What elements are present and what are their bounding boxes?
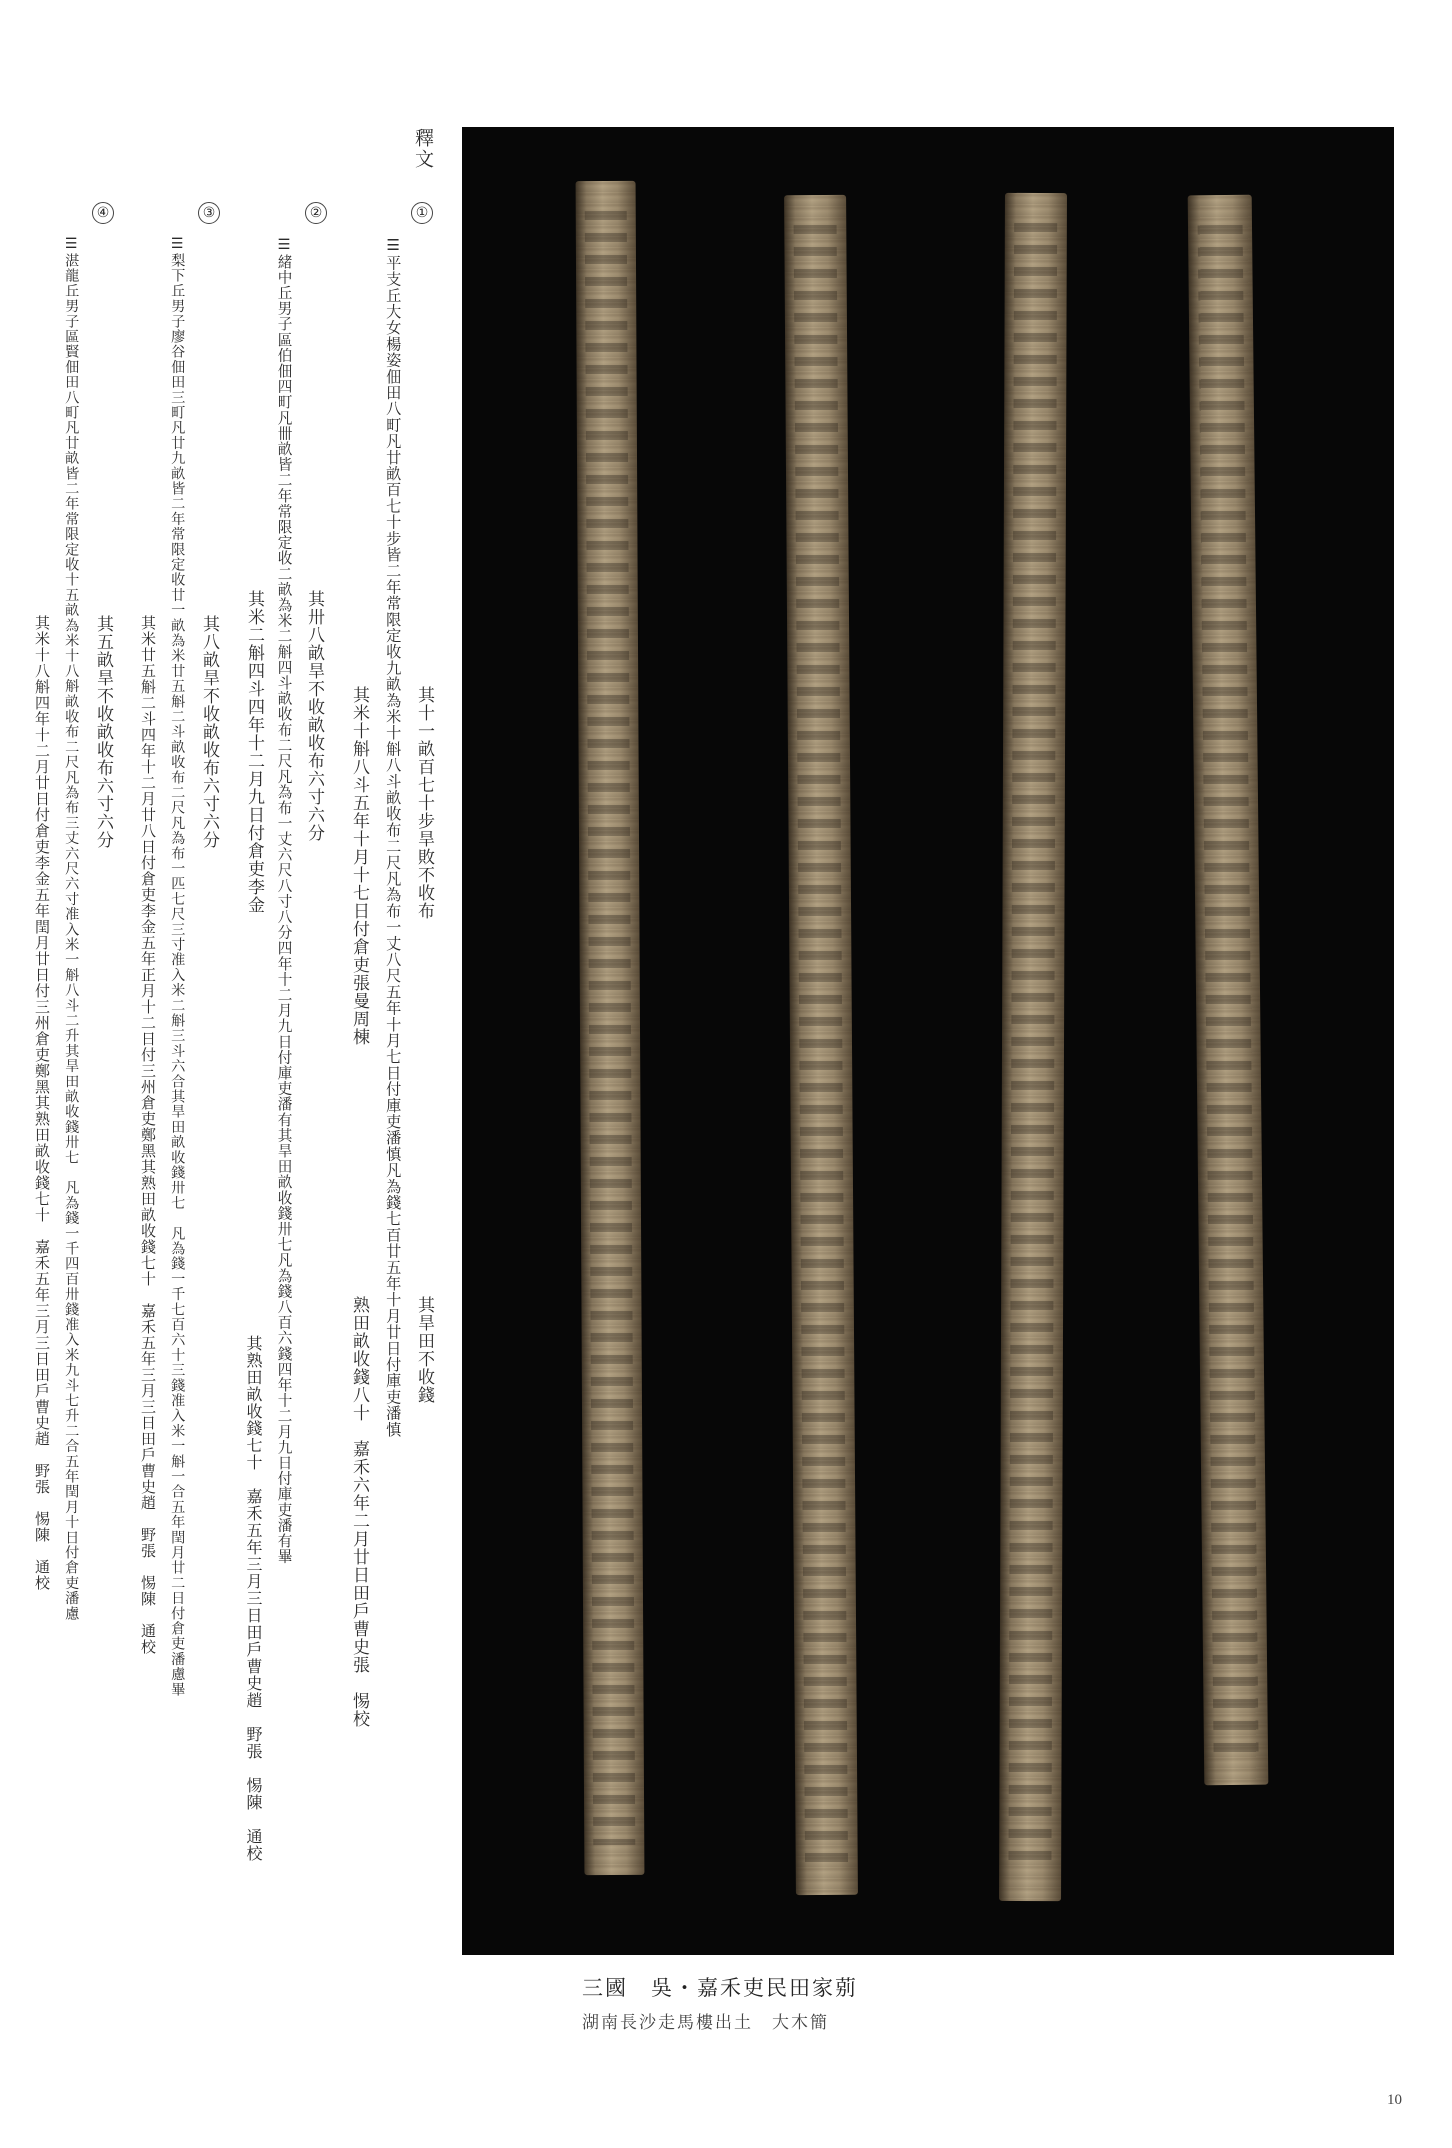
entry-2-main-line: ☰緒中丘男子區伯佃四町凡卌畝皆二年常限定收二畝為米二斛四斗畝收布二尺凡為布一丈六尺八寸八分四年十二月九日付庫吏潘有其旱田畝收錢卅七凡為錢八百六錢四年十二月九日付庫吏潘有畢: [275, 236, 293, 1565]
entry-number-3: ③: [198, 202, 220, 224]
entry-1-sub-line: 其米十斛八斗五年十月十七日付倉吏張曼周棟: [349, 686, 369, 1046]
entry-1-sub-line: 熟田畝收錢八十 嘉禾六年二月廿日田戶曹史張 惕校: [349, 1296, 369, 1728]
entry-2-sub-line: 其熟田畝收錢七十 嘉禾五年三月三日田戶曹史趙 野張 惕陳 通校: [244, 1335, 263, 1862]
entry-3-main-line: ☰梨下丘男子廖谷佃田三町凡廿九畝皆二年常限定收廿一畝為米廿五斛二斗畝收布二尺凡為布一匹七尺三寸准入米二斛三斗六合其旱田畝收錢卅七 凡為錢一千七百六十三錢准入米一斛一合五年閏月廿二日付倉吏潘慮畢: [169, 236, 186, 1697]
wooden-slip-1: [1188, 195, 1269, 1786]
wooden-slips-photograph: [462, 127, 1394, 1955]
entry-2-sub-line: 其米二斛四斗四年十二月九日付倉吏李金: [244, 590, 264, 914]
wooden-slip-3: [784, 195, 858, 1895]
entry-4-main-line: ☰湛龍丘男子區賢佃田八町凡廿畝皆二年常限定收十五畝為米十八斛畝收布二尺凡為布三丈六尺六寸准入米一斛八斗二升其旱田畝收錢卅七 凡為錢一千四百卅錢准入米九斗七升二合五年閏月十日付倉吏潘慮: [63, 236, 80, 1621]
entry-1-sub-line: 其旱田不收錢: [414, 1296, 434, 1404]
entry-2-sub-line: 其卅八畝旱不收畝收布六寸六分: [304, 590, 324, 842]
entry-3-sub-line: 其八畝旱不收畝收布六寸六分: [199, 615, 219, 849]
entry-number-1: ①: [411, 202, 433, 224]
entry-4-sub-line: 其米十八斛四年十二月廿日付倉吏李金五年閏月廿日付三州倉吏鄭黑其熟田畝收錢七十 嘉禾五年三月三日田戶曹史趙 野張 惕陳 通校: [33, 615, 51, 1591]
entry-1-sub-line: 其十一畝百七十步旱敗不收布: [414, 686, 434, 920]
wooden-slip-4: [576, 181, 645, 1875]
entry-1-main-line: ☰平支丘大女楊姿佃田八町凡廿畝百七十步皆二年常限定收九畝為米十斛八斗畝收布二尺凡為布一丈八尺五年十月七日付庫吏潘慎凡為錢七百廿五年十月廿日付庫吏潘慎: [384, 236, 403, 1438]
entry-3-sub-line: 其米廿五斛二斗四年十二月廿八日付倉吏李金五年正月十二日付三州倉吏鄭黑其熟田畝收錢七十 嘉禾五年三月三日田戶曹史趙 野張 惕陳 通校: [139, 615, 157, 1655]
page-number: 10: [1387, 2092, 1402, 2108]
photo-caption-subtitle: 湖南長沙走馬樓出土 大木簡: [582, 2013, 829, 2033]
transcription-heading: 釋文: [412, 128, 434, 170]
photo-caption-title: 三國 吳・嘉禾吏民田家莂: [582, 1976, 858, 2000]
entry-4-sub-line: 其五畝旱不收畝收布六寸六分: [93, 615, 113, 849]
entry-number-4: ④: [92, 202, 114, 224]
entry-number-2: ②: [305, 202, 327, 224]
wooden-slip-2: [999, 193, 1067, 1901]
